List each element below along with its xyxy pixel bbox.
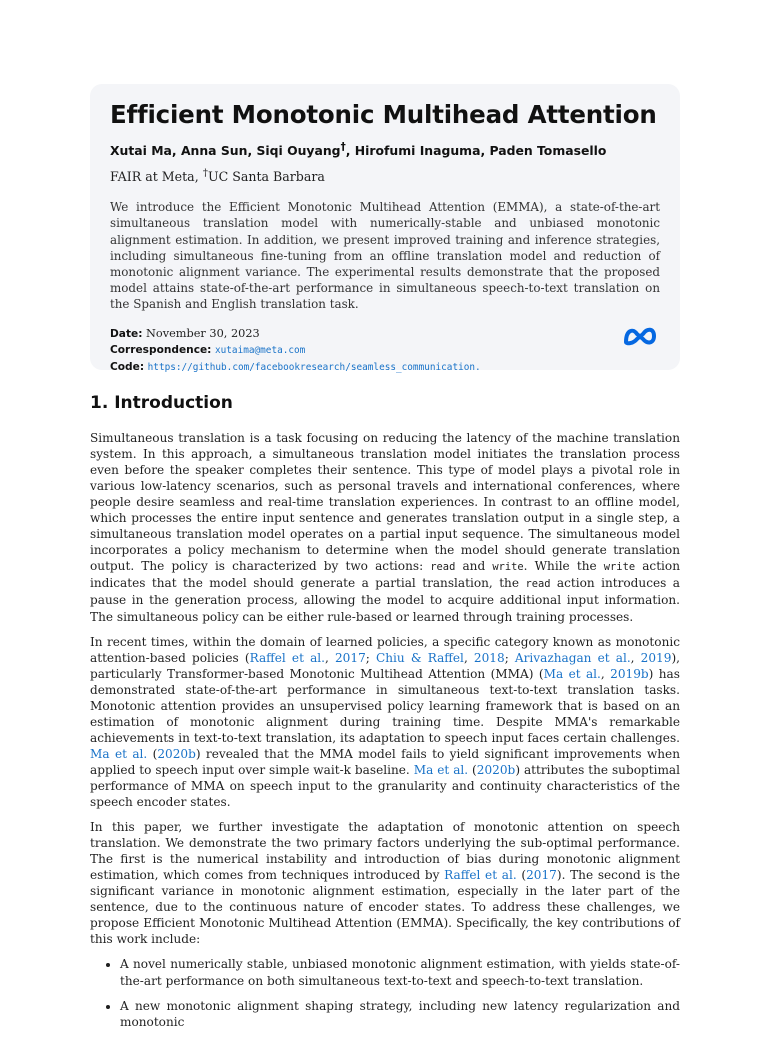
citation-link[interactable]: 2020b xyxy=(476,762,516,777)
correspondence-line xyxy=(110,342,660,359)
paper-title: Efficient Monotonic Multihead Attention xyxy=(110,100,657,129)
author-separator: , xyxy=(247,143,257,159)
text-run: In this paper, we further investigate the adaptation of monotonic attention on speech translation. We demonstrate the two primary factors underlying the sub-optimal performance. The first is the numerical instability and introduction of bias during monotonic alignment estimation, which comes from techniques introduced by xyxy=(90,820,680,883)
correspondence-email-link[interactable]: xutaima@meta.com xyxy=(215,344,306,356)
text-run: action indicates that the model should generate a partial translation, the xyxy=(90,559,680,591)
citation-link[interactable]: 2018 xyxy=(473,650,505,665)
author-name: Xutai Ma xyxy=(110,143,172,159)
date-line xyxy=(110,326,660,342)
date-label: Date: xyxy=(110,327,143,340)
text-run: ) attributes the suboptimal performance of MMA on speech input to the granularity and continuity characteristics of the speech encoder states. xyxy=(90,762,681,810)
text-run: ( xyxy=(468,762,477,777)
text-run: In recent times, within the domain of learned policies, a specific category known as monotonic attention-based policies ( xyxy=(90,634,680,665)
code-label: Code: xyxy=(110,360,145,373)
citation-link[interactable]: Arivazhagan et al. xyxy=(514,650,631,665)
text-run: ) has demonstrated state-of-the-art performance in simultaneous text-to-text translation tasks. Monotonic attention provides an unsupervised policy learning framework that is based on an estimation of monotonic alignment during training time. Despite MMA's remarkable achievements in text-to-text translation, its adaptation to speech input faces certain challenges. xyxy=(90,666,680,745)
inline-code: read xyxy=(430,561,456,574)
text-run: ) revealed that the MMA model fails to yield significant improvements when applied to speech input over simple wait-k baseline. xyxy=(90,746,680,777)
text-run: ). The second is the significant variance in monotonic alignment estimation, especially in the later part of the sentence, due to the continuous nature of encoder states. To address these challenges, we propose Efficient Monotonic Multihead Attention (EMMA). Specifically, the key contributions of this work include: xyxy=(90,868,681,947)
citation-link[interactable]: 2017 xyxy=(334,650,366,665)
author-separator: , xyxy=(480,143,490,159)
text-run: Simultaneous translation is a task focusing on reducing the latency of the machine translation system. In this approach, a simultaneous translation model initiates the translation process even before the speaker completes their sentence. This type of model plays a pivotal role in various low-latency scenarios, such as personal travels and international conferences, where people desire seamless and real-time translation experiences. In contrast to an offline model, which processes the entire input sentence and generates translation output in a single step, a simultaneous translation model operates on a partial input sequence. The simultaneous model incorporates a policy mechanism to determine when the model should generate translation output. The policy is characterized by two actions: xyxy=(90,431,680,574)
author-name: Paden Tomasello xyxy=(489,143,607,159)
list-item: • A novel numerically stable, unbiased monotonic alignment estimation, with yields state-of-the-art performance on both simultaneous text-to-text and speech-to-text translation. xyxy=(120,956,680,988)
inline-code: read xyxy=(525,578,551,591)
date-value: November 30, 2023 xyxy=(146,326,260,340)
meta-logo-icon xyxy=(622,324,658,348)
citation-link[interactable]: Raffel et al. xyxy=(249,650,325,665)
text-run: action introduces a pause in the generation process, allowing the model to acquire additional input information. The simultaneous policy can be either rule-based or learned through training processes. xyxy=(90,576,680,624)
citation-link[interactable]: 2017 xyxy=(526,868,557,883)
author-list xyxy=(110,139,660,159)
correspondence-label: Correspondence: xyxy=(110,343,212,356)
section-heading: 1. Introduction xyxy=(90,393,233,413)
code-url-link[interactable]: https://github.com/facebookresearch/seamless_communication. xyxy=(147,361,481,373)
inline-code: write xyxy=(603,561,636,574)
inline-code: write xyxy=(492,561,524,574)
paragraph xyxy=(90,819,680,947)
affiliation-meta: FAIR at Meta, xyxy=(110,169,203,185)
author-affiliation-mark: † xyxy=(340,141,346,153)
list-item: • A new monotonic alignment shaping strategy, including new latency regularization and monotonic xyxy=(120,998,680,1030)
text-run: , xyxy=(600,666,611,681)
author-separator: , xyxy=(345,143,355,159)
citation-link[interactable]: 2020b xyxy=(157,746,196,761)
paragraph xyxy=(90,634,680,811)
text-run: ( xyxy=(147,746,158,761)
text-run: , xyxy=(463,650,474,665)
paragraph xyxy=(90,430,680,625)
author-separator: , xyxy=(171,143,181,159)
affiliation-mark: † xyxy=(202,167,208,180)
text-run: . While the xyxy=(523,559,604,574)
citation-link[interactable]: Ma et al. xyxy=(90,746,148,761)
citation-link[interactable]: Ma et al. xyxy=(543,666,601,681)
text-run: ), particularly Transformer-based Monotonic Multihead Attention (MMA) ( xyxy=(90,650,680,681)
citation-link[interactable]: Raffel et al. xyxy=(444,868,517,883)
text-run: and xyxy=(455,559,493,574)
affiliations xyxy=(110,165,660,185)
text-run: ; xyxy=(504,650,515,665)
code-line xyxy=(110,359,660,376)
affiliation-ucsb: UC Santa Barbara xyxy=(207,169,325,185)
abstract: We introduce the Efficient Monotonic Multihead Attention (EMMA), a state-of-the-art simultaneous translation model with numerically-stable and unbiased monotonic alignment estimation. In addition, we present improved training and inference strategies, including simultaneous fine-tuning from an offline translation model and reduction of monotonic alignment variance. The experimental results demonstrate that the proposed model attains state-of-the-art performance in simultaneous speech-to-text translation on the Spanish and English translation task. xyxy=(110,200,660,311)
author-name: Anna Sun xyxy=(180,143,248,159)
body-text xyxy=(90,430,680,1039)
citation-link[interactable]: Chiu & Raffel xyxy=(375,650,464,665)
author-name: Hirofumi Inaguma xyxy=(354,143,481,159)
citation-link[interactable]: 2019b xyxy=(610,666,649,681)
text-run: ; xyxy=(365,650,376,665)
contribution-list xyxy=(90,956,680,1029)
text-run: , xyxy=(630,650,641,665)
citation-link[interactable]: 2019 xyxy=(640,650,672,665)
author-name: Siqi Ouyang xyxy=(256,143,341,159)
text-run: ( xyxy=(516,868,527,883)
header-card xyxy=(90,84,680,373)
paper-metadata xyxy=(110,326,660,376)
text-run: , xyxy=(325,650,335,665)
citation-link[interactable]: Ma et al. xyxy=(413,762,469,777)
